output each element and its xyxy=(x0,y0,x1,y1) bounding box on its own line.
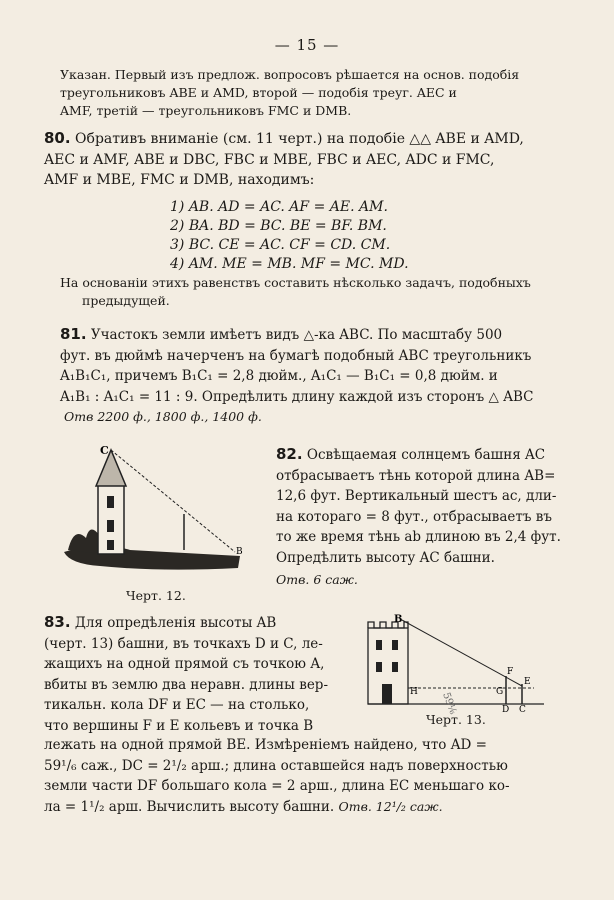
label-f: F xyxy=(507,667,514,677)
problem-text-line: (черт. 13) башни, въ точкахъ D и C, ле- xyxy=(44,635,323,652)
hint-line: Указан. Первый изъ предлож. вопросовъ рѣшается на основ. подобія xyxy=(60,67,520,82)
problem-number: 80. xyxy=(44,129,71,147)
problem-text-line: тикальн. кола DF и EC — на столько, xyxy=(44,697,310,713)
problem-text-line: 59¹/₆ саж., DC = 2¹/₂ арш.; длина оставшейся надъ поверхностью xyxy=(44,757,508,774)
tower-window xyxy=(392,662,398,672)
tower-window xyxy=(376,662,382,672)
problem-number: 83. xyxy=(44,613,71,631)
problem-text-line: AMF и MBE, FMC и DMB, находимъ: xyxy=(44,172,315,188)
hint-block xyxy=(60,66,560,120)
page-number: — 15 — xyxy=(274,36,340,54)
label-c: C xyxy=(519,705,526,712)
tower-window xyxy=(392,640,398,650)
label-c: C xyxy=(100,444,109,457)
problem-text-line: Освѣщаемая солнцемъ башня AC xyxy=(306,447,546,463)
bushes xyxy=(68,529,100,554)
equation: 3) BC. CE = AC. CF = CD. CM. xyxy=(170,237,391,253)
problem-text-line: лежать на одной прямой BE. Измѣреніемъ найдено, что AD = xyxy=(44,737,487,753)
problem-text-line: жащихъ на одной прямой съ точкою A, xyxy=(44,656,325,672)
problem-80-after xyxy=(60,274,560,310)
problem-text-line: ла = 1¹/₂ арш. Вычислить высоту башни. xyxy=(44,798,335,815)
label-b: B xyxy=(236,547,243,557)
problem-82 xyxy=(276,444,566,568)
label-b: B xyxy=(394,614,403,625)
equation: 4) AM. ME = MB. MF = MC. MD. xyxy=(170,256,409,272)
text-line: предыдущей. xyxy=(82,293,170,308)
tower-window xyxy=(107,520,114,532)
figure-13-caption: Черт. 13. xyxy=(426,712,486,727)
figure-12-caption: Черт. 12. xyxy=(126,588,186,603)
handwritten-note: 59⅙ xyxy=(440,691,459,716)
sight-line xyxy=(402,620,522,686)
problem-text-line: на котораго = 8 фут., отбрасываетъ въ xyxy=(276,508,552,525)
equation-list xyxy=(170,198,409,274)
answer: Отв 2200 ф., 1800 ф., 1400 ф. xyxy=(64,409,262,424)
label-g: G xyxy=(496,687,504,697)
problem-text-line: Опредѣлить высоту AC башни. xyxy=(276,549,495,566)
equation: 2) BA. BD = BC. BE = BF. BM. xyxy=(170,218,387,234)
hint-line: треугольниковъ ABE и AMD, второй — подобія треуг. AEC и xyxy=(60,85,457,100)
problem-number: 82. xyxy=(276,445,303,463)
problem-text-line: Обративъ вниманіе (см. 11 черт.) на подобіе △△ ABE и AMD, xyxy=(75,131,524,147)
problem-text-line: Для опредѣленія высоты AB xyxy=(74,615,277,631)
problem-text-line: A₁B₁ : A₁C₁ = 11 : 9. Опредѣлить длину каждой изъ сторонъ △ ABC xyxy=(60,388,534,405)
label-e: E xyxy=(524,677,531,687)
tower-door xyxy=(382,684,392,704)
problem-text-line: вбиты въ землю два неравн. длины вер- xyxy=(44,676,329,693)
problem-text-line: AEC и AMF, ABE и DBC, FBC и MBE, FBC и AEC, ADC и FMC, xyxy=(44,151,495,168)
problem-text-line: фут. въ дюймѣ начерченъ на бумагѣ подобный ABC треугольникъ xyxy=(60,347,532,364)
figure-12 xyxy=(60,444,250,584)
text-line: На основаніи этихъ равенствъ составить нѣсколько задачъ, подобныхъ xyxy=(60,275,531,290)
equation: 1) AB. AD = AC. AF = AE. AM. xyxy=(170,199,388,215)
problem-text-line: что вершины F и E кольевъ и точка B xyxy=(44,717,314,734)
problem-80 xyxy=(44,128,564,191)
tower-window xyxy=(376,640,382,650)
problem-83 xyxy=(44,612,364,736)
problem-number: 81. xyxy=(60,325,87,343)
shadow-ray xyxy=(111,450,235,552)
tower-window xyxy=(107,540,114,550)
problem-text-line: Участокъ земли имѣетъ видъ △-ка ABC. По масштабу 500 xyxy=(90,327,503,343)
answer: Отв. 6 саж. xyxy=(276,572,358,587)
hint-line: AMF, третій — треугольниковъ FMC и DMB. xyxy=(60,103,352,118)
problem-83-full xyxy=(44,735,564,817)
figure-13 xyxy=(364,612,554,712)
problem-text-line: A₁B₁C₁, причемъ B₁C₁ = 2,8 дюйм., A₁C₁ — B₁C₁ = 0,8 дюйм. и xyxy=(60,368,498,384)
label-h: H xyxy=(410,687,418,697)
problem-text-line: 12,6 фут. Вертикальный шестъ ac, дли- xyxy=(276,488,557,504)
answer: Отв. 12¹/₂ саж. xyxy=(338,798,443,814)
problem-text-line: отбрасываетъ тѣнь которой длина AB= xyxy=(276,467,556,484)
problem-text-line: то же время тѣнь ab длиною въ 2,4 фут. xyxy=(276,529,561,545)
problem-text-line: земли части DF большаго кола = 2 арш., длина EC меньшаго ко- xyxy=(44,778,510,794)
label-d: D xyxy=(502,705,510,712)
problem-81 xyxy=(60,324,560,428)
tower-window xyxy=(107,496,114,508)
